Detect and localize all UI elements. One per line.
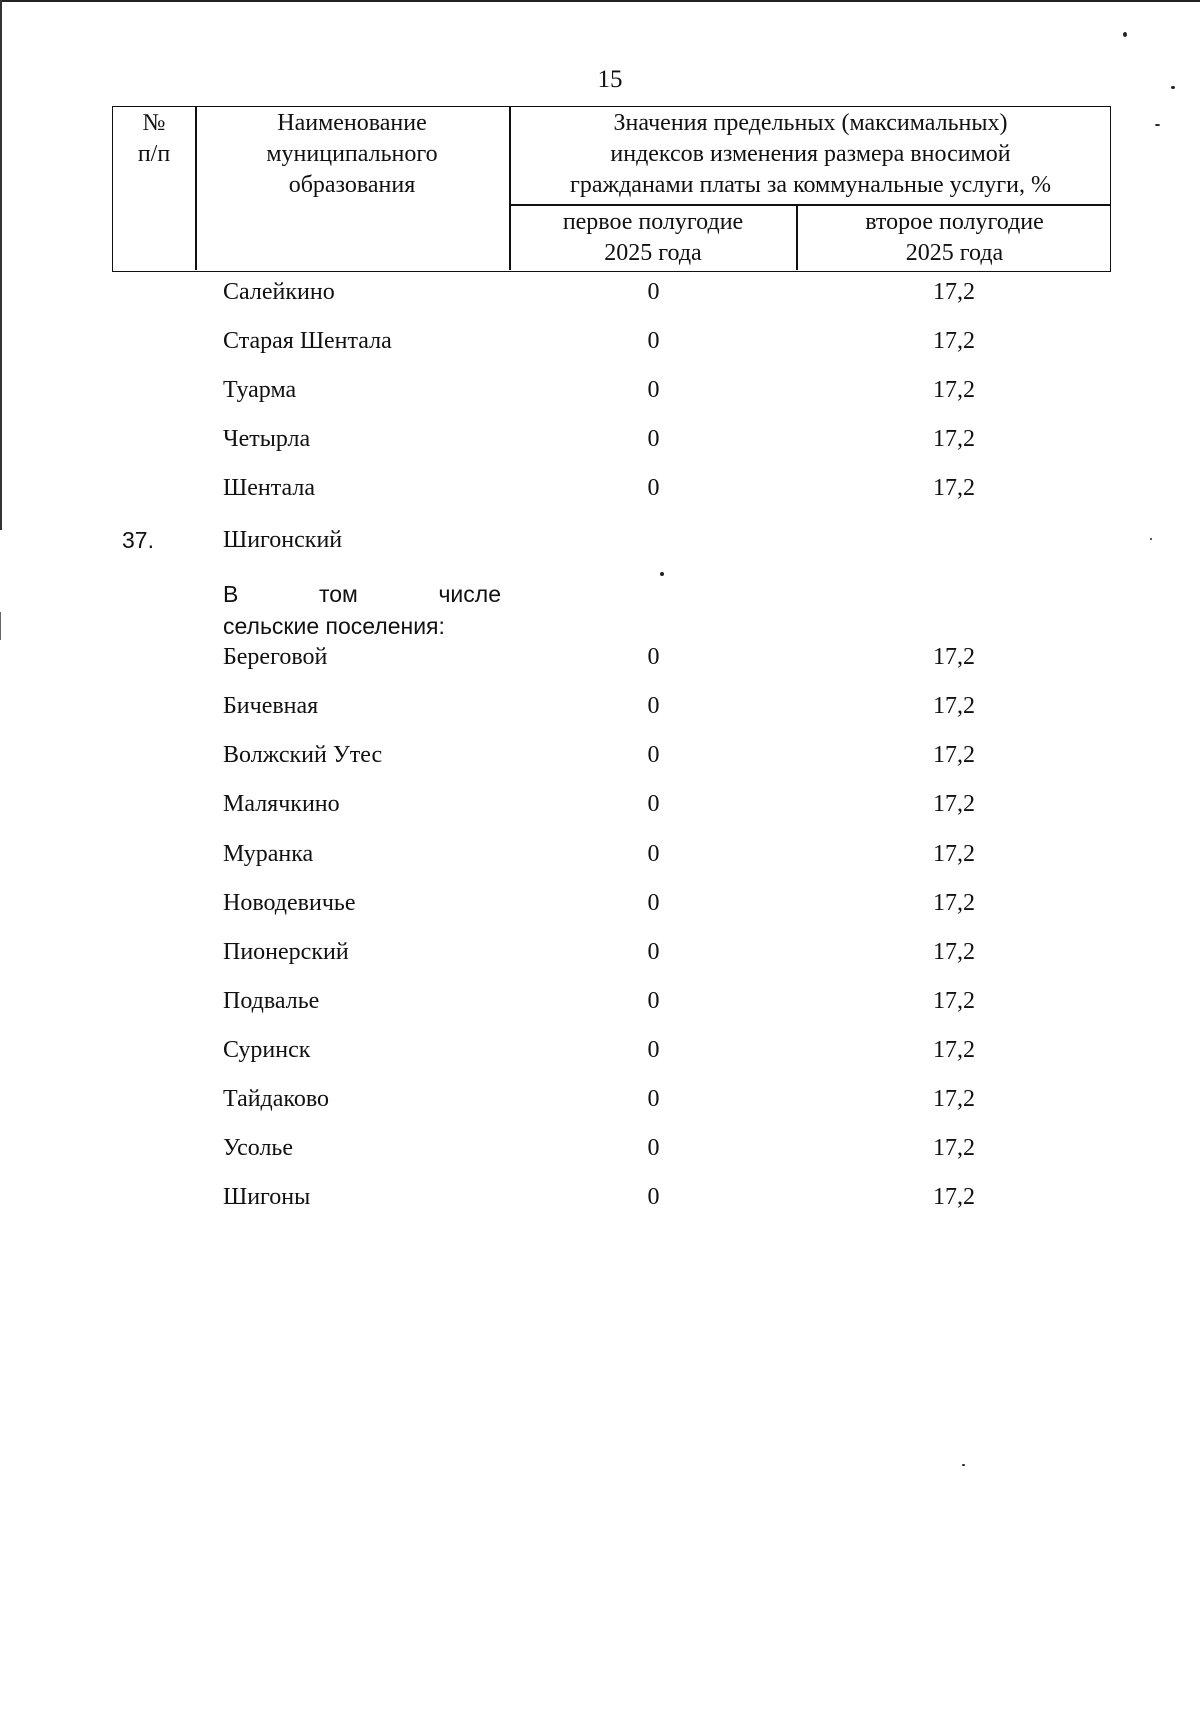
row-second-half: 17,2 xyxy=(933,644,975,670)
row-name: Шигоны xyxy=(223,1184,311,1210)
table-row xyxy=(0,886,1200,920)
row-first-half: 0 xyxy=(647,328,660,354)
row-second-half: 17,2 xyxy=(933,742,975,768)
row-first-half: 0 xyxy=(647,791,660,817)
row-name: Малячкино xyxy=(223,791,340,817)
header-col-name: Наименование муниципального образования xyxy=(266,110,438,198)
row-name: Шентала xyxy=(223,475,315,501)
table-row xyxy=(0,422,1200,456)
note-line: сельские поселения: xyxy=(223,613,445,639)
table-row xyxy=(0,837,1200,871)
header-col-second-half: второе полугодие 2025 года xyxy=(865,209,1044,266)
row-first-half: 0 xyxy=(647,939,660,965)
row-second-half: 17,2 xyxy=(933,939,975,965)
row-second-half: 17,2 xyxy=(933,791,975,817)
row-second-half: 17,2 xyxy=(933,1037,975,1063)
note-word: том xyxy=(318,581,358,607)
row-first-half: 0 xyxy=(647,988,660,1014)
table-row xyxy=(0,324,1200,358)
row-first-half: 0 xyxy=(647,841,660,867)
row-name: Салейкино xyxy=(223,279,335,305)
row-second-half: 17,2 xyxy=(933,841,975,867)
scan-mark-left xyxy=(0,612,1,640)
row-name: Четырла xyxy=(223,426,311,452)
row-name: Усолье xyxy=(223,1135,294,1161)
district-name: Шигонский xyxy=(223,527,343,553)
scan-speck xyxy=(1155,124,1160,126)
row-second-half: 17,2 xyxy=(933,1184,975,1210)
table-row xyxy=(0,373,1200,407)
row-first-half: 0 xyxy=(647,1184,660,1210)
table-header xyxy=(112,106,1111,272)
row-second-half: 17,2 xyxy=(933,890,975,916)
header-col-values-group: Значения предельных (максимальных) индексов изменения размера вносимой гражданами платы за коммунальные услуги, % xyxy=(570,110,1051,198)
header-col-num: № п/п xyxy=(137,110,171,167)
row-second-half: 17,2 xyxy=(933,1135,975,1161)
row-name: Тайдаково xyxy=(223,1086,330,1112)
table-row xyxy=(0,738,1200,772)
table-row xyxy=(0,275,1200,309)
row-first-half: 0 xyxy=(647,426,660,452)
row-first-half: 0 xyxy=(647,475,660,501)
row-second-half: 17,2 xyxy=(933,328,975,354)
table-row xyxy=(0,1131,1200,1165)
scan-border-top xyxy=(0,0,1200,2)
row-name: Старая Шентала xyxy=(223,328,392,354)
scan-speck xyxy=(1123,32,1127,37)
row-name: Новодевичье xyxy=(223,890,356,916)
row-name: Береговой xyxy=(223,644,328,670)
district-number: 37. xyxy=(122,527,154,553)
row-name: Пионерский xyxy=(223,939,349,965)
row-second-half: 17,2 xyxy=(933,426,975,452)
subdivision-note xyxy=(223,578,501,642)
row-name: Туарма xyxy=(223,377,297,403)
row-name: Суринск xyxy=(223,1037,311,1063)
row-first-half: 0 xyxy=(647,377,660,403)
header-col-first-half: первое полугодие 2025 года xyxy=(562,209,744,266)
page-number: 15 xyxy=(597,66,623,93)
row-first-half: 0 xyxy=(647,742,660,768)
row-second-half: 17,2 xyxy=(933,279,975,305)
row-second-half: 17,2 xyxy=(933,475,975,501)
scan-speck xyxy=(962,1464,965,1466)
note-word: В xyxy=(223,581,239,607)
table-row xyxy=(0,787,1200,821)
row-first-half: 0 xyxy=(647,279,660,305)
row-first-half: 0 xyxy=(647,1086,660,1112)
row-second-half: 17,2 xyxy=(933,693,975,719)
row-name: Подвалье xyxy=(223,988,320,1014)
row-first-half: 0 xyxy=(647,1037,660,1063)
row-second-half: 17,2 xyxy=(933,377,975,403)
note-word: числе xyxy=(438,581,501,607)
table-divider xyxy=(509,204,1111,206)
table-row xyxy=(0,640,1200,674)
table-row xyxy=(0,1033,1200,1067)
table-row xyxy=(0,1180,1200,1214)
row-name: Муранка xyxy=(223,841,314,867)
row-name: Бичевная xyxy=(223,693,319,719)
table-row xyxy=(0,689,1200,723)
row-first-half: 0 xyxy=(647,644,660,670)
scan-speck xyxy=(660,572,664,576)
district-row xyxy=(0,523,1200,557)
table-row xyxy=(0,471,1200,505)
row-first-half: 0 xyxy=(647,693,660,719)
table-row xyxy=(0,1082,1200,1116)
row-first-half: 0 xyxy=(647,890,660,916)
row-second-half: 17,2 xyxy=(933,1086,975,1112)
row-second-half: 17,2 xyxy=(933,988,975,1014)
table-row xyxy=(0,984,1200,1018)
table-row xyxy=(0,935,1200,969)
row-first-half: 0 xyxy=(647,1135,660,1161)
row-name: Волжский Утес xyxy=(223,742,383,768)
